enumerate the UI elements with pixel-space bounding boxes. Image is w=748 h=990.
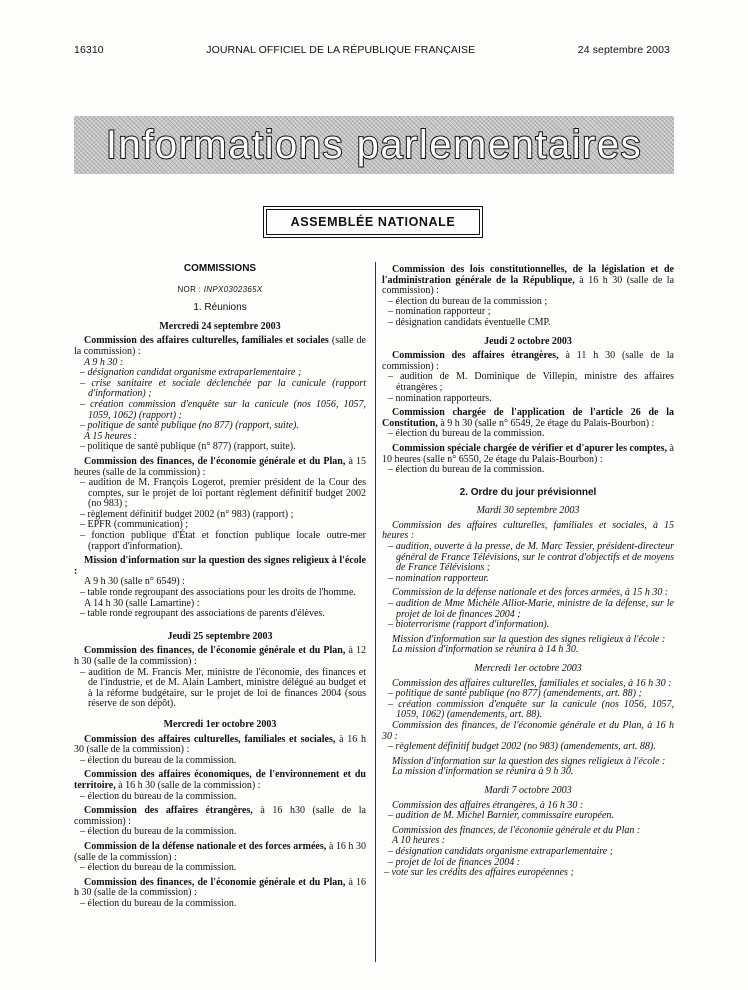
day-heading: Mercredi 1er octobre 2003 xyxy=(474,663,582,674)
agenda-item: – désignation candidats organisme extraparlementaire ; xyxy=(388,845,614,857)
agenda-item: – désignation candidat organisme extraparlementaire ; xyxy=(80,367,302,379)
commission-entry xyxy=(382,408,674,429)
day-heading: Mercredi 1er octobre 2003 xyxy=(163,718,277,730)
commission-name: Commission des finances, de l'économie générale et du Plan, xyxy=(84,455,346,467)
agenda-item: – table ronde regroupant des associations de parents d'élèves. xyxy=(80,608,325,620)
commission-name: Commission des affaires étrangères, xyxy=(392,350,559,362)
commission-entry: Mission d'information sur la question des signes religieux à l'école : xyxy=(392,755,666,767)
commission-name: Commission des finances, de l'économie générale et du Plan, xyxy=(84,876,346,888)
issue-date: 24 septembre 2003 xyxy=(577,44,670,56)
commission-entry: Commission des finances, de l'économie générale et du Plan, à 16 h 30 : xyxy=(382,719,674,742)
commission-details: à 16 h 30 (salle de la commission) : xyxy=(74,876,366,899)
commission-entry xyxy=(382,351,674,372)
agenda-item: – audition de M. François Logerot, premier président de la Cour des comptes, sur le projet de loi portant règlement définitif budget 2002 (no 983) ; xyxy=(80,477,366,510)
commission-details: à 16 h30 (salle de la commission) : xyxy=(74,805,366,827)
agenda-item: – audition, ouverte à la presse, de M. Marc Tessier, président-directeur général de France Télévisions, sur le contrat d'objectifs et de moyens de France Télévisions ; xyxy=(388,541,674,574)
commission-name: Commission des finances, de l'économie générale et du Plan, xyxy=(84,645,346,657)
agenda-item: – politique de santé publique (no 877) (rapport, suite). xyxy=(80,420,299,432)
commissions-heading: COMMISSIONS xyxy=(183,263,257,274)
day-heading: Jeudi 2 octobre 2003 xyxy=(484,335,572,347)
day-heading: Mercredi 24 septembre 2003 xyxy=(159,320,281,332)
commission-details: à 15 heures (salle de la commission) : xyxy=(74,455,366,478)
time-slot: A 15 heures : xyxy=(84,430,138,442)
right-column xyxy=(382,265,674,879)
agenda-item: – table ronde regroupant des associations pour les droits de l'homme. xyxy=(80,587,356,599)
commission-details: à 10 heures (salle n° 6550, 2e étage du Palais-Bourbon) : xyxy=(382,442,674,465)
commission-details: à 11 h 30 (salle de la commission) : xyxy=(382,350,674,372)
commission-entry xyxy=(74,457,366,478)
column-divider xyxy=(375,262,376,962)
commission-name: Mission d'information sur la question des signes religieux à l'école : xyxy=(74,555,366,577)
commission-name: Commission des lois constitutionnelles, de la législation et de l'administration générale de la République, xyxy=(382,264,674,286)
commission-entry: Mission d'information sur la question des signes religieux à l'école : xyxy=(392,633,666,645)
agenda-item: – élection du bureau de la commission. xyxy=(80,790,237,802)
agenda-item: – règlement définitif budget 2002 (n° 983) (rapport) ; xyxy=(80,508,294,520)
time-slot: A 9 h 30 (salle n° 6549) : xyxy=(84,576,185,588)
commission-name: Commission chargée de l'application de l'article 26 de la Constitution, xyxy=(382,407,674,429)
section-banner xyxy=(74,116,674,174)
commission-entry xyxy=(74,735,366,756)
commission-entry xyxy=(382,265,674,297)
commission-entry xyxy=(74,878,366,899)
commission-entry: Commission des finances, de l'économie générale et du Plan : xyxy=(392,824,641,836)
agenda-item: – EPFR (communication) ; xyxy=(80,519,189,531)
agenda-item: – élection du bureau de la commission. xyxy=(80,862,237,874)
agenda-item: – règlement définitif budget 2002 (no 983) (amendements, art. 88). xyxy=(388,741,656,753)
commission-name: Commission des affaires culturelles, familiales et sociales xyxy=(84,335,329,347)
day-heading: Mardi 30 septembre 2003 xyxy=(476,505,580,517)
agenda-item: La mission d'information se réunira à 9 h 30. xyxy=(392,766,574,778)
time-slot: A 10 heures : xyxy=(392,835,446,847)
agenda-item: – projet de loi de finances 2004 : xyxy=(388,856,521,868)
agenda-item: – nomination rapporteur. xyxy=(388,572,489,584)
commission-entry: Commission des affaires culturelles, familiales et sociales, à 16 h 30 : xyxy=(392,677,672,689)
agenda-item: – élection du bureau de la commission. xyxy=(80,826,237,838)
commission-entry: Commission des affaires étrangères, à 16 h 30 : xyxy=(392,799,584,811)
commission-entry xyxy=(382,444,674,465)
meetings-heading: 1. Réunions xyxy=(193,302,247,314)
agenda-item: – politique de santé publique (no 877) (amendements, art. 88) ; xyxy=(388,688,642,700)
page-header xyxy=(74,44,670,56)
nor-label: NOR : xyxy=(177,284,202,294)
agenda-item: – création commission d'enquête sur la canicule (nos 1056, 1057, 1059, 1062) (rapport) ; xyxy=(80,398,366,421)
agenda-item: – politique de santé publique (n° 877) (rapport, suite). xyxy=(80,441,296,453)
commission-details: à 16 h 30 (salle de la commission) : xyxy=(115,779,261,791)
commission-details: à 16 h 30 (salle de la commission) : xyxy=(74,840,366,863)
agenda-item: – audition de M. Michel Barnier, commissaire européen. xyxy=(388,810,614,822)
commission-entry xyxy=(74,646,366,667)
agenda-item: – élection du bureau de la commission. xyxy=(388,428,545,440)
commission-name: Commission spéciale chargée de vérifier et d'apurer les comptes, xyxy=(392,442,668,454)
agenda-item: – audition de Mme Michèle Alliot-Marie, ministre de la défense, sur le projet de loi de finances 2004 ; xyxy=(388,598,674,620)
assembly-heading: ASSEMBLÉE NATIONALE xyxy=(266,209,480,235)
agenda-item: – audition de M. Francis Mer, ministre de l'économie, des finances et de l'industrie, et de M. Alain Lambert, ministre délégué au budget et à la réforme budgétaire, sur le projet de loi de finances 2004 (sous réserve de son dépôt). xyxy=(80,666,366,710)
day-heading: Mardi 7 octobre 2003 xyxy=(484,784,572,796)
commission-name: Commission des affaires culturelles, familiales et sociales, xyxy=(84,733,336,745)
commission-name: Commission des affaires économiques, de l'environnement et du territoire, xyxy=(74,769,366,791)
commission-name: Commission des affaires étrangères, xyxy=(84,805,253,817)
commission-entry xyxy=(74,336,366,357)
commission-entry xyxy=(74,770,366,791)
commission-entry: Commission des affaires culturelles, familiales et sociales, à 15 heures : xyxy=(382,519,674,542)
commission-entry: Commission de la défense nationale et des forces armées, à 15 h 30 : xyxy=(392,587,669,599)
commission-details: (salle de la commission) : xyxy=(74,335,366,357)
time-slot: A 14 h 30 (salle Lamartine) : xyxy=(84,597,200,609)
agenda-item: – élection du bureau de la commission. xyxy=(80,754,237,766)
commission-details: à 16 h 30 (salle de la commission) : xyxy=(74,733,366,756)
agenda-item: – crise sanitaire et sociale déclenchée par la canicule (rapport d'information) ; xyxy=(80,377,366,400)
nor-value: INPX0302365X xyxy=(203,284,263,294)
agenda-item: – désignation candidats éventuelle CMP. xyxy=(388,316,551,328)
agenda-subitem: – vote sur les crédits des affaires européennes ; xyxy=(384,867,574,879)
commission-name: Commission de la défense nationale et des forces armées, xyxy=(84,840,327,852)
agenda-item: – nomination rapporteurs. xyxy=(388,392,492,404)
agenda-item: – élection du bureau de la commission. xyxy=(80,897,237,909)
day-heading: Jeudi 25 septembre 2003 xyxy=(167,630,273,642)
commission-entry xyxy=(74,806,366,827)
commission-details: à 9 h 30 (salle n° 6549, 2e étage du Palais-Bourbon) : xyxy=(437,417,655,429)
time-slot: A 9 h 30 : xyxy=(84,356,124,368)
agenda-heading: 2. Ordre du jour prévisionnel xyxy=(459,486,597,498)
agenda-item: La mission d'information se réunira à 14 h 30. xyxy=(392,644,579,656)
agenda-item: – élection du bureau de la commission ; xyxy=(388,295,548,307)
agenda-item: – audition de M. Dominique de Villepin, ministre des affaires étrangères ; xyxy=(388,371,674,393)
agenda-item: – bioterrorisme (rapport d'information). xyxy=(388,619,550,631)
page-number: 16310 xyxy=(74,44,104,56)
nor-reference xyxy=(74,285,366,296)
agenda-item: – nomination rapporteur ; xyxy=(388,306,491,318)
agenda-item: – élection du bureau de la commission. xyxy=(388,464,545,476)
left-column xyxy=(74,264,366,909)
banner-title: Informations parlementaires xyxy=(105,122,643,167)
commission-details: à 12 h 30 (salle de la commission) : xyxy=(74,645,366,667)
journal-title: JOURNAL OFFICIEL DE LA RÉPUBLIQUE FRANÇAISE xyxy=(206,44,476,56)
commission-entry xyxy=(74,842,366,863)
agenda-item: – création commission d'enquête sur la canicule (nos 1056, 1057, 1059, 1062) (amendements, art. 88). xyxy=(388,698,674,721)
commission-entry xyxy=(74,556,366,577)
agenda-item: – fonction publique d'État et fonction publique locale outre-mer (rapport d'information). xyxy=(80,530,366,552)
commission-details: à 16 h 30 (salle de la commission) : xyxy=(382,274,675,297)
